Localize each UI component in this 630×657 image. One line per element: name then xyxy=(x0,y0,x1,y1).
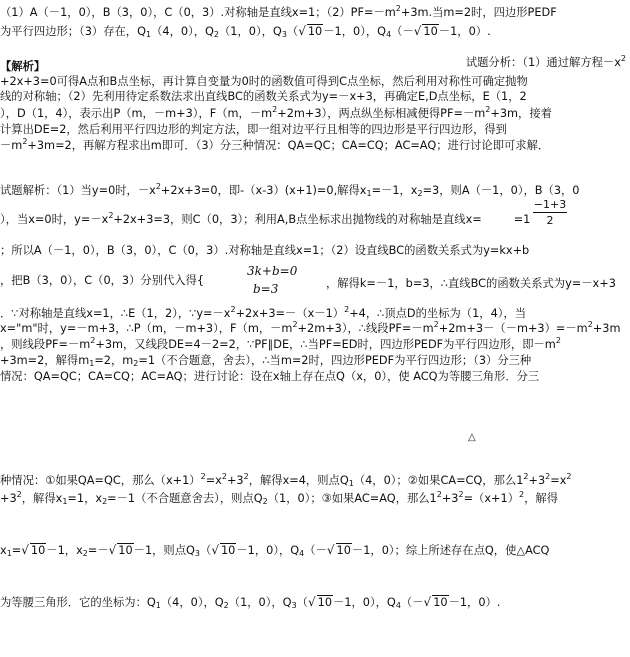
answer-line-2: 为平行四边形；（3）存在，$Q_1(4$，0），$Q_2(1$，0），$Q_3(√$ 10－1，0），$Q_4(-√$ 10－1，0）. xyxy=(0,24,491,39)
solution-line-1: 试题解析：（1）当y=0时，$-x^2+2x+3=0$，即-（x-3）(x+1)=0,解得$x_1=-1$，$x_2=3$，则A（－1，0），B（3，0 xyxy=(0,182,580,198)
solution-line-2: ），当x=0时，$y=-x^2+2x+3=3$，则C（0，3）；利用A,B点坐标求出抛物线的对称轴是直线x= =1 xyxy=(0,211,531,226)
solution-line-13: 为等腰三角形．它的坐标为：$Q_1(4$，0），$Q_2(1$，0），$Q_3(√$ 10－1，0），$Q_4(-√$ 10－1，0）. xyxy=(0,595,501,610)
analysis-line-2: 线的对称轴；（2）先利用待定系数法求出直线BC的函数关系式为y=－x+3，再确定E,D点坐标，E（1，2 xyxy=(0,90,527,103)
analysis-line-3: ），D（1，4），表示出P（m，－m+3），F（m，$-m^2+2m+3$），两点纵坐标相减便得$PF=-m^2+3m$，接着 xyxy=(0,105,552,120)
analysis-line-4: 计算出DE=2，然后利用平行四边形的判定方法，即一组对边平行且相等的四边形是平行四边形，得到 xyxy=(0,123,507,136)
solution-line-7: ，则线段$PF=-m^2+3m$，又线段DE=4－2=2，∵PF∥DE，∴当PF=ED时，四边形PEDF为平行四边形，即$-m^2$ xyxy=(0,336,561,351)
analysis-line-1: +2x+3=0可得A点和B点坐标，再计算自变量为0时的函数值可得到C点坐标，然后利用对称性可确定抛物 xyxy=(0,75,528,88)
solution-line-9: 情况：QA=QC；CA=CQ；AC=AQ；进行讨论：设在x轴上存在点Q（x，0），使 ACQ为等腰三角形．分三 xyxy=(0,370,540,383)
analysis-heading: 【解析】 xyxy=(0,60,46,73)
triangle-symbol: △ xyxy=(468,432,476,443)
solution-line-11: $+3^2$，解得$x_1=1$，$x_2=-1$（不合题意舍去），则点$Q_2(1$，0）；③如果AC=AQ，那么$1^2+3^2=(x+1)^2$，解得 xyxy=(0,490,558,506)
solution-line-3: ；所以A（－1，0），B（3，0），C（0，3）.对称轴是直线x=1；（2）设直线BC的函数关系式为y=kx+b xyxy=(0,244,530,257)
axis-fraction: −1+3 2 xyxy=(533,198,567,227)
solution-line-12: $x_1=√$ 10－1，$x_2=-√$ 10－1，则点$Q_3(√$ 10－1，0），$Q_4(-√$ 10－1，0）；综上所述存在点Q，使△ACQ xyxy=(0,543,550,558)
solution-line-8: +3m=2，解得$m_1=2$，$m_2=1$（不合题意，舍去），∴当m=2时，四边形PEDF为平行四边形；（3）分三种 xyxy=(0,354,532,368)
solution-line-6: x="m"时，y=－m+3，∴P（m，－m+3），F（m，$-m^2+2m+3$），∴线段$PF=-m^2+2m+3-(-m+3)=-m^2+3m$ xyxy=(0,320,621,335)
solution-line-10: 种情况：①如果QA=QC，那么$(x+1)^2=x^2+3^2$，解得x=4，则点$Q_1(4$，0）；②如果CA=CQ，那么$1^2+3^2=x^2$ xyxy=(0,472,572,488)
solution-line-4: ，把B（3，0），C（0，3）分别代入得{ xyxy=(0,274,205,287)
solution-line-4b: ，解得k=－1，b=3，∴直线BC的函数关系式为y=－x+3 xyxy=(326,277,616,290)
analysis-line-5: $-m^2+3m=2$，再解方程求出m即可．（3）分三种情况：QA=QC；CA=CQ；AC=AQ；进行讨论即可求解． xyxy=(0,137,550,152)
solution-line-5: ．∵对称轴是直线x=1，∴E（1，2），$\because y=-x^2+2x+3=-(x-1)^2+4$，∴顶点D的坐标为（1，4），当 xyxy=(0,305,527,320)
analysis-intro: 试题分析：（1）通过解方程$-x^2$ xyxy=(465,54,626,69)
equation-system: 3k+b=0 b=3 xyxy=(247,264,298,296)
answer-line-1: （1）A（－1，0），B（3，0），C（0，3）.对称轴是直线x=1；$(2)PF=-m^2+3m$.当m=2时，四边形PEDF xyxy=(0,4,557,19)
